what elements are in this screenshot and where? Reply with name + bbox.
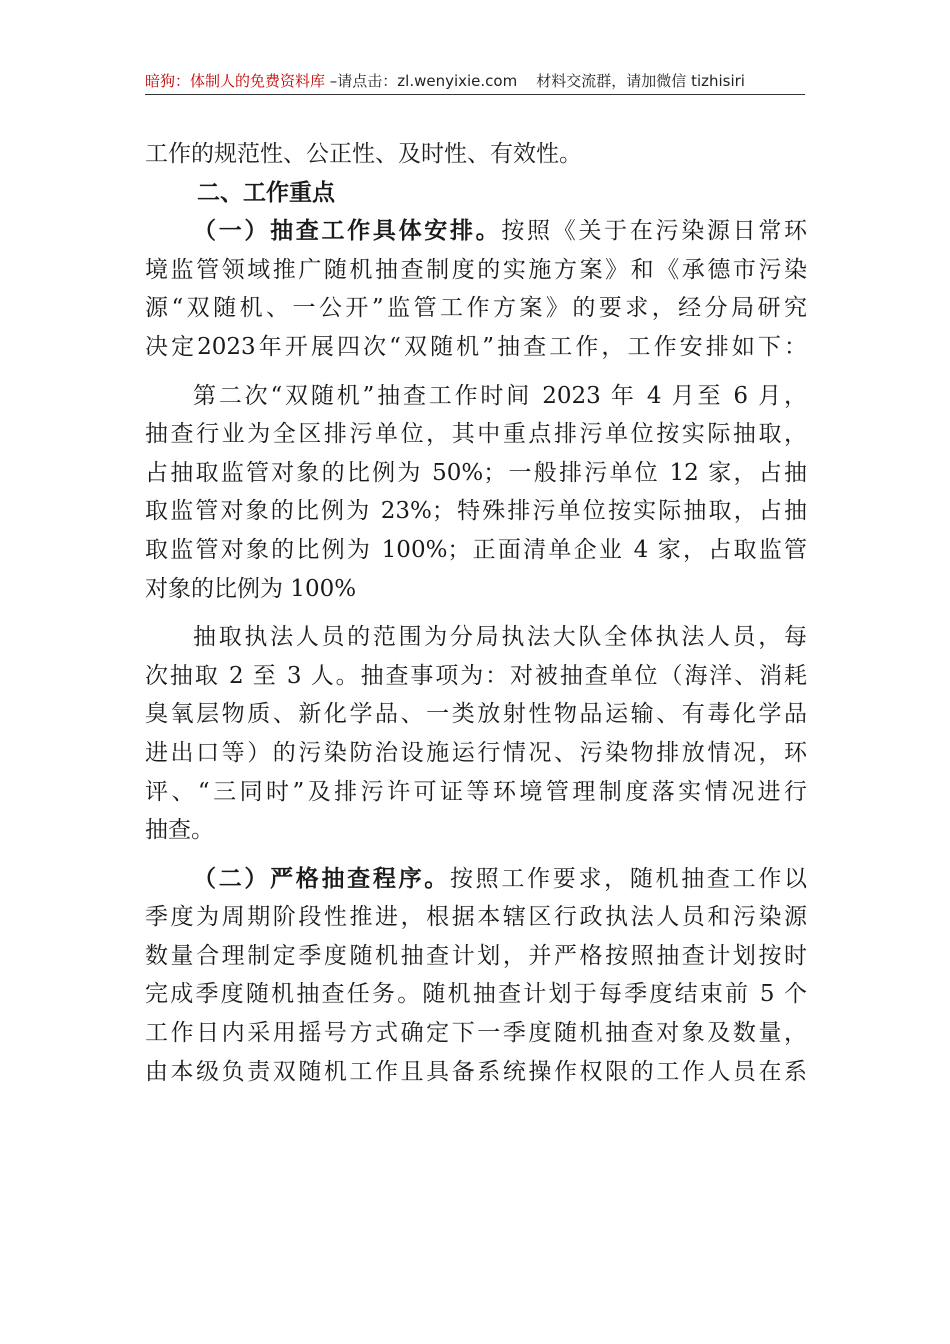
paragraph-text: 按照《关于在污染源日常环: [501, 218, 808, 245]
paragraph-line: 臭氧层物质、新化学品、一类放射性物品运输、有毒化学品: [145, 701, 807, 728]
paragraph-line: 评、“三同时”及排污许可证等环境管理制度落实情况进行: [145, 778, 807, 805]
paragraph-line: 抽查行业为全区排污单位，其中重点排污单位按实际抽取，: [145, 421, 807, 448]
page-header: [145, 66, 805, 96]
body-line: 工作的规范性、公正性、及时性、有效性。: [145, 141, 582, 167]
paragraph-line: 取监管对象的比例为 100%；正面清单企业 4 家，占取监管: [145, 536, 807, 563]
header-wechat-note: 材料交流群，请加微信 tizhisiri: [536, 72, 745, 90]
paragraph-line: 抽查。: [145, 817, 214, 844]
paragraph-line: 工作日内采用摇号方式确定下一季度随机抽查对象及数量，: [145, 1020, 807, 1047]
header-site-name: 暗狗：体制人的免费资料库: [145, 72, 326, 90]
subsection-heading: （二）严格抽查程序。: [193, 864, 450, 892]
paragraph-line: 第二次“双随机”抽查工作时间 2023 年 4 月至 6 月，: [193, 382, 807, 409]
paragraph-line: 次抽取 2 至 3 人。抽查事项为：对被抽查单位（海洋、消耗: [145, 662, 807, 689]
paragraph-line: [145, 212, 807, 251]
paragraph-line: 数量合理制定季度随机抽查计划，并严格按照抽查计划按时: [145, 942, 807, 969]
paragraph-line: 占抽取监管对象的比例为 50%；一般排污单位 12 家，占抽: [145, 459, 807, 486]
paragraph-line: [145, 860, 807, 899]
paragraph-line: 对象的比例为 100%: [145, 575, 357, 602]
subsection-heading: （一）抽查工作具体安排。: [193, 217, 502, 245]
paragraph-line: 境监管领域推广随机抽查制度的实施方案》和《承德市污染: [145, 256, 807, 283]
paragraph-line: 抽取执法人员的范围为分局执法大队全体执法人员，每: [193, 624, 807, 651]
paragraph-line: 完成季度随机抽查任务。随机抽查计划于每季度结束前 5 个: [145, 981, 807, 1008]
paragraph-line: 取监管对象的比例为 23%；特殊排污单位按实际抽取，占抽: [145, 498, 807, 525]
document-body: [145, 135, 807, 1091]
paragraph-line: 由本级负责双随机工作且具备系统操作权限的工作人员在系: [145, 1058, 807, 1085]
section-heading: 二、工作重点: [197, 179, 335, 206]
header-divider: [145, 94, 805, 95]
header-link-text[interactable]: –请点击：zl.wenyixie.com: [325, 72, 518, 90]
paragraph-text: 按照工作要求，随机抽查工作以: [449, 865, 808, 892]
paragraph-line: 进出口等）的污染防治设施运行情况、污染物排放情况，环: [145, 739, 807, 766]
paragraph-line: 决定2023年开展四次“双随机”抽查工作，工作安排如下：: [145, 333, 807, 360]
paragraph-line: 源“双随机、一公开”监管工作方案》的要求，经分局研究: [145, 295, 807, 322]
paragraph-line: 季度为周期阶段性推进，根据本辖区行政执法人员和污染源: [145, 904, 807, 931]
